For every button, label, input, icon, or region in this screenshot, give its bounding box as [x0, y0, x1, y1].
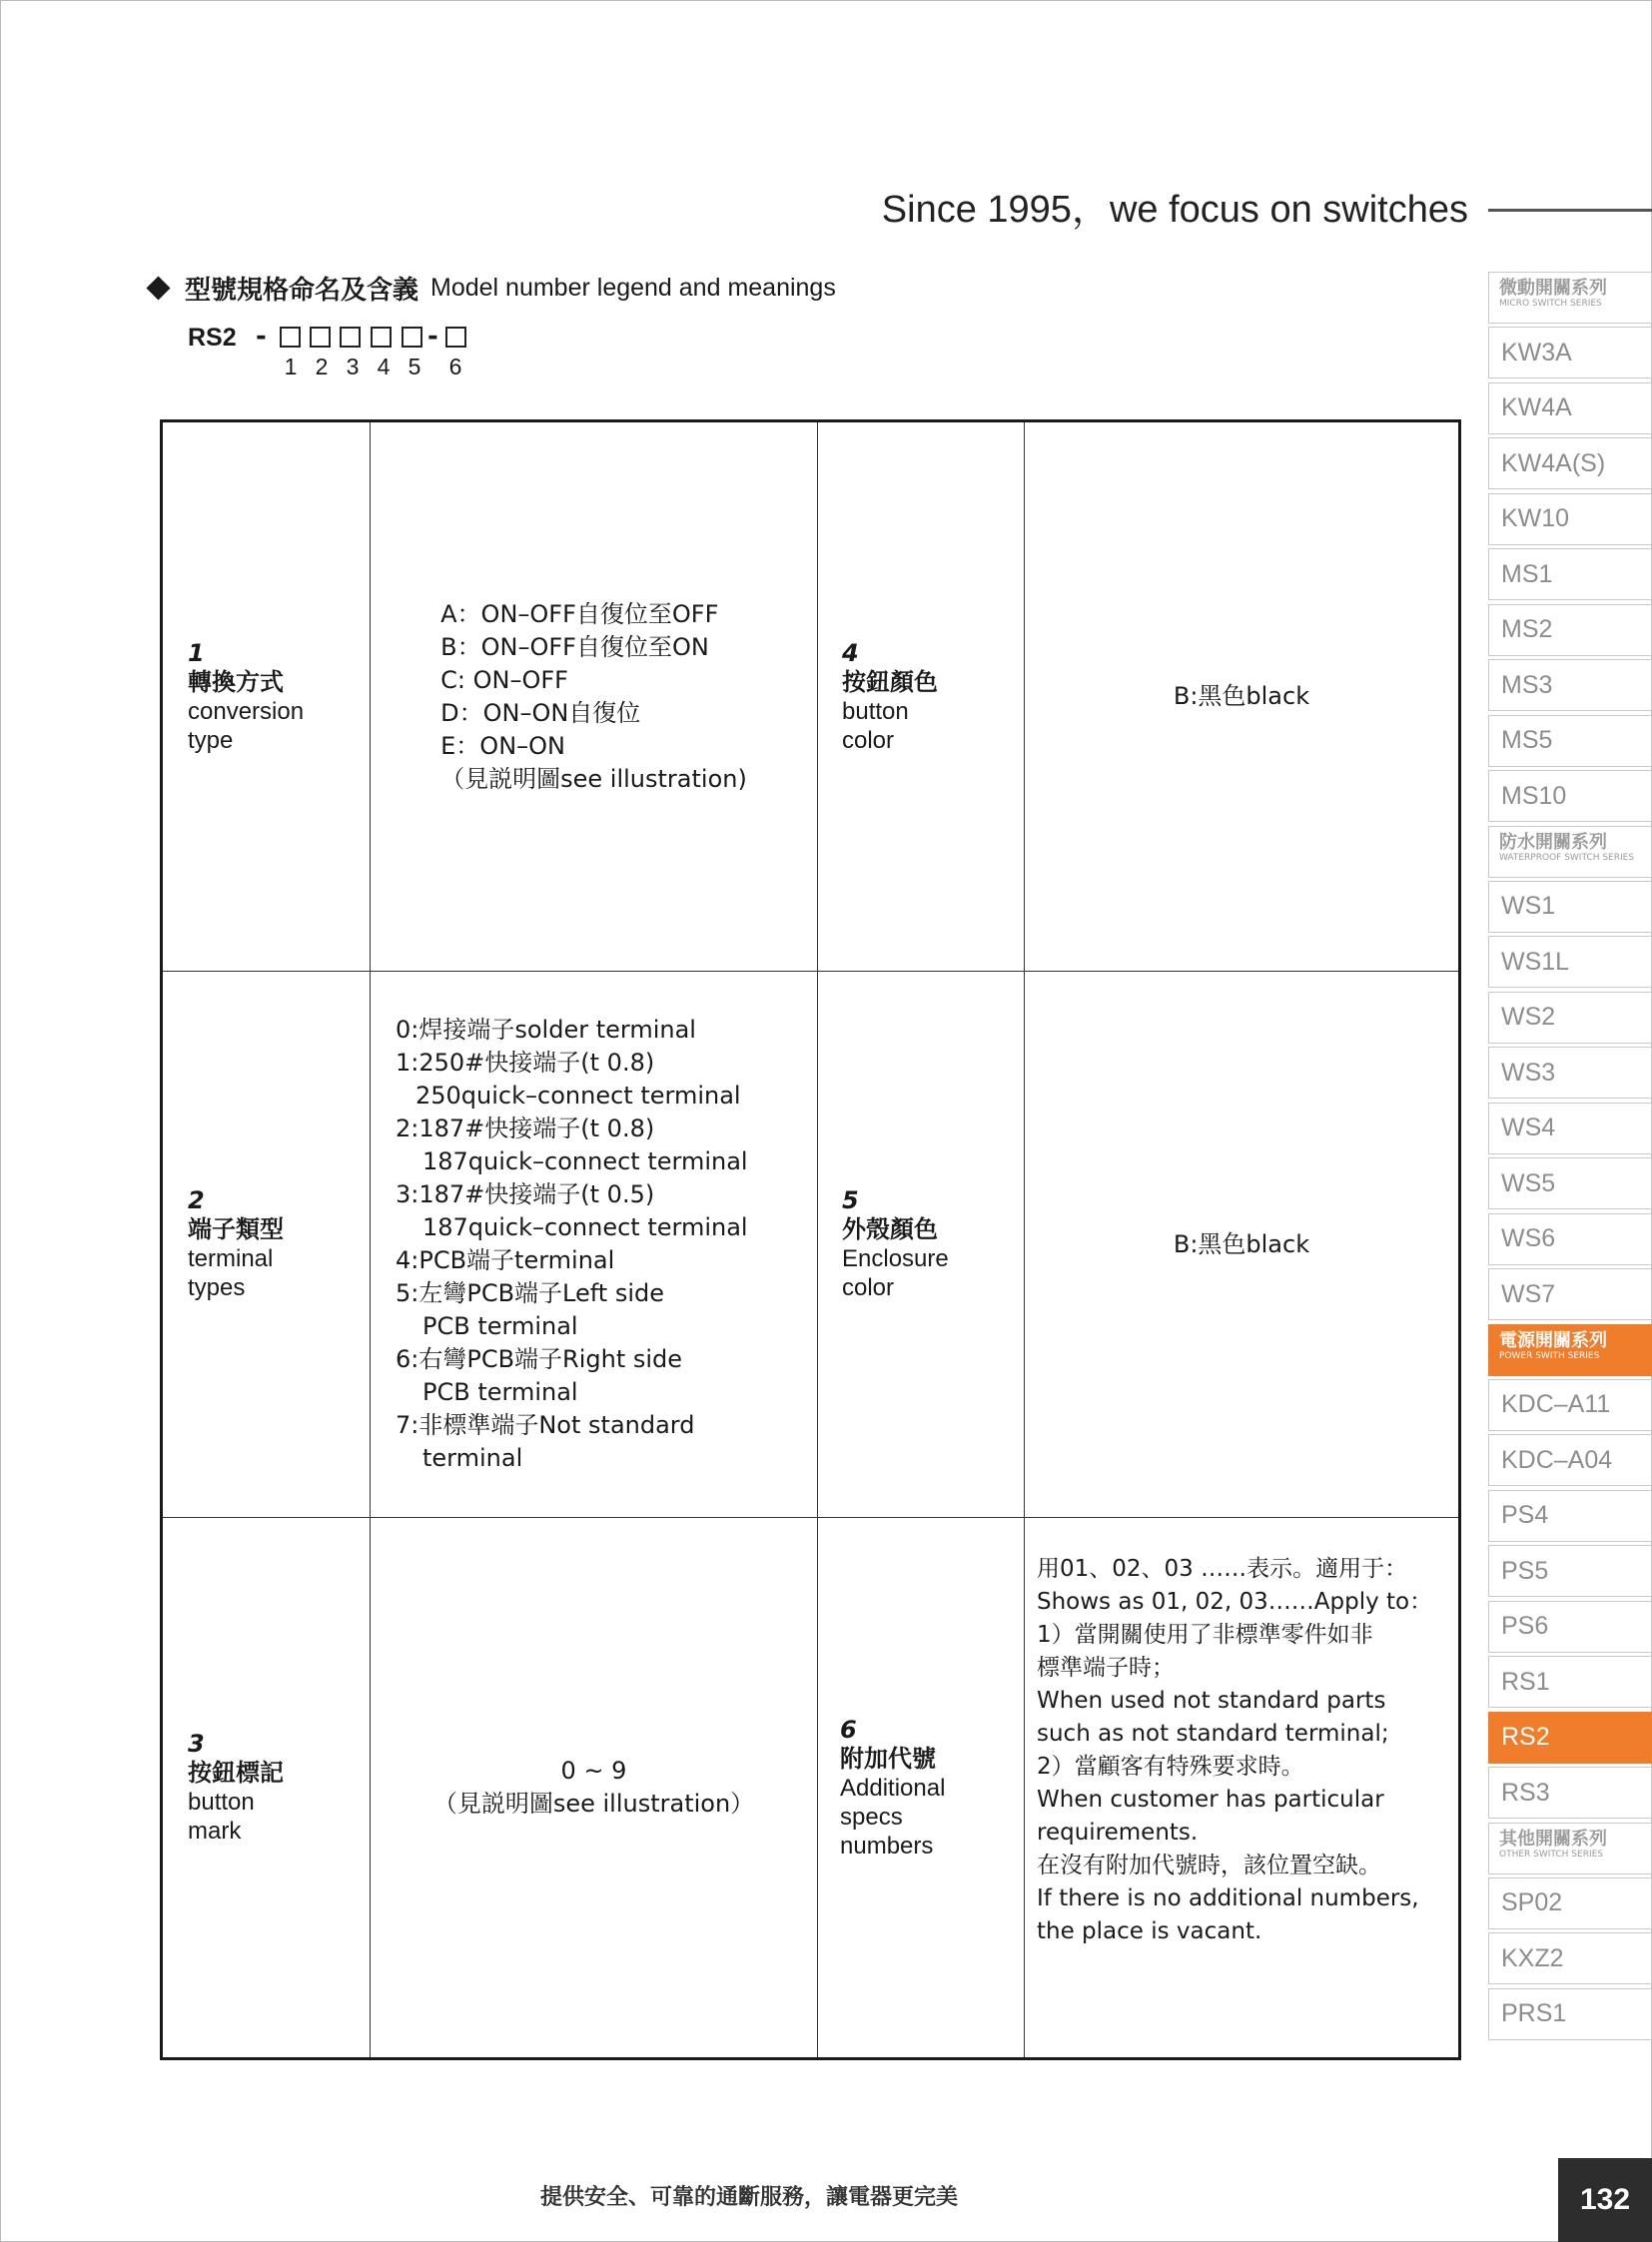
tagline-rule — [1488, 209, 1652, 212]
spec-label-zh: 外殼顏色 — [842, 1215, 938, 1243]
page-number: 132 — [1558, 2158, 1652, 2242]
spec-option: E：ON–ON — [440, 731, 565, 760]
spec-note-line: 用01、02、03 ……表示。適用于： — [1037, 1556, 1408, 1582]
spec-note-line: Shows as 01, 02, 03……Apply to： — [1037, 1589, 1433, 1615]
spec-note-line: If there is no additional numbers, — [1037, 1885, 1419, 1911]
spec-label-en: color — [842, 726, 895, 754]
sidebar-category-label-en: WATERPROOF SWITCH SERIES — [1499, 852, 1635, 863]
spec-value: B:黑色black — [1173, 1229, 1310, 1258]
spec-note-line: 1）當開關使用了非標準零件如非 — [1037, 1622, 1373, 1648]
sidebar-item-ms2[interactable]: MS2 — [1488, 604, 1652, 656]
code-position-number: 6 — [448, 354, 462, 379]
sidebar-item-ps4[interactable]: PS4 — [1488, 1490, 1652, 1542]
spec-note-line: such as not standard terminal; — [1037, 1721, 1389, 1747]
spec-value: B:黑色black — [1173, 682, 1310, 710]
sidebar-item-ws4[interactable]: WS4 — [1488, 1103, 1652, 1154]
spec-number: 3 — [188, 1730, 205, 1758]
code-box — [280, 327, 301, 348]
sidebar-item-ws5[interactable]: WS5 — [1488, 1157, 1652, 1209]
spec-option: 1:250#快接端子(t 0.8) — [396, 1049, 655, 1077]
sidebar-item-ps5[interactable]: PS5 — [1488, 1545, 1652, 1597]
spec-option: （見説明圖see illustration) — [440, 764, 747, 793]
footer-slogan: 提供安全、可靠的通斷服務，讓電器更完美 — [539, 2185, 958, 2210]
spec-label-en: specs — [840, 1803, 903, 1831]
spec-table — [160, 419, 1461, 2060]
sidebar-item-ws2[interactable]: WS2 — [1488, 992, 1652, 1044]
spec-label-en: color — [842, 1274, 895, 1301]
spec-value-additional-specs — [1037, 1553, 1461, 2052]
spec-note-line: requirements. — [1037, 1820, 1199, 1846]
spec-label-zh: 轉換方式 — [188, 667, 284, 696]
code-position-number: 2 — [315, 354, 329, 379]
code-box — [310, 327, 331, 348]
spec-label-en: numbers — [840, 1832, 934, 1860]
sidebar-category-label-en: MICRO SWITCH SERIES — [1499, 299, 1602, 309]
sidebar-category-waterproof-switch[interactable] — [1488, 826, 1652, 878]
spec-value-enclosure-color — [1025, 972, 1458, 1517]
spec-note-line: 在沒有附加代號時，該位置空缺。 — [1037, 1853, 1381, 1878]
spec-label-zh: 按鈕標記 — [188, 1759, 284, 1787]
code-position-number: 1 — [284, 354, 298, 379]
sidebar-category-label-zh: 防水開關系列 — [1499, 831, 1607, 853]
model-code-prefix: RS2 — [188, 324, 237, 352]
legend-title-zh: 型號規格命名及含義 — [185, 276, 419, 306]
spec-option: 7:非標準端子Not standard — [396, 1411, 695, 1439]
spec-option: 3:187#快接端子(t 0.5) — [396, 1180, 655, 1208]
spec-option: B：ON–OFF自復位至ON — [440, 632, 709, 661]
legend-title-en: Model number legend and meanings — [430, 274, 836, 302]
sidebar-category-micro-switch[interactable] — [1488, 272, 1652, 324]
code-box — [340, 327, 361, 348]
spec-option: 2:187#快接端子(t 0.8) — [396, 1115, 655, 1142]
spec-label-button-color — [842, 422, 1022, 971]
spec-label-en: type — [188, 726, 234, 754]
spec-option: 0:焊接端子solder terminal — [396, 1016, 696, 1044]
model-code-dash: - — [427, 322, 438, 352]
sidebar-item-kdc-a04[interactable]: KDC–A04 — [1488, 1434, 1652, 1486]
spec-label-additional-specs — [840, 1518, 1020, 2057]
sidebar-category-label-en: OTHER SWITCH SERIES — [1499, 1849, 1604, 1860]
spec-option: 0 ~ 9 — [560, 1757, 627, 1785]
code-position-number: 5 — [408, 354, 421, 379]
sidebar-item-rs2[interactable]: RS2 — [1488, 1712, 1652, 1764]
spec-label-en: conversion — [188, 697, 305, 725]
spec-option: PCB terminal — [422, 1312, 578, 1340]
spec-option: PCB terminal — [422, 1378, 578, 1406]
sidebar-item-kw4a-s[interactable]: KW4A(S) — [1488, 437, 1652, 489]
sidebar-item-ws6[interactable]: WS6 — [1488, 1213, 1652, 1265]
sidebar-item-ws1l[interactable]: WS1L — [1488, 936, 1652, 988]
sidebar-item-ms1[interactable]: MS1 — [1488, 548, 1652, 600]
sidebar-item-ms10[interactable]: MS10 — [1488, 770, 1652, 822]
code-position-number: 4 — [377, 354, 391, 379]
spec-number: 5 — [842, 1186, 859, 1214]
spec-label-en: mark — [188, 1818, 242, 1845]
spec-label-en: types — [188, 1274, 246, 1301]
spec-number: 4 — [842, 638, 859, 667]
spec-option: 187quick–connect terminal — [422, 1213, 748, 1241]
spec-note-line: the place is vacant. — [1037, 1918, 1262, 1944]
spec-options-conversion-type — [371, 422, 817, 971]
spec-option: 5:左彎PCB端子Left side — [396, 1279, 665, 1307]
spec-label-zh: 附加代號 — [840, 1744, 936, 1773]
code-box — [371, 327, 392, 348]
spec-label-en: terminal — [188, 1245, 274, 1272]
spec-note-line: 2）當顧客有特殊要求時。 — [1037, 1754, 1304, 1780]
sidebar-category-other-switch[interactable] — [1488, 1823, 1652, 1874]
spec-number: 2 — [188, 1186, 205, 1214]
spec-label-en: button — [842, 697, 909, 725]
spec-options-button-mark — [371, 1518, 817, 2057]
spec-option: （見説明圖see illustration） — [432, 1790, 755, 1818]
sidebar-item-prs1[interactable]: PRS1 — [1488, 1988, 1652, 2040]
sidebar-item-ms3[interactable]: MS3 — [1488, 659, 1652, 711]
spec-label-button-mark — [188, 1518, 368, 2057]
spec-label-zh: 按鈕顏色 — [842, 667, 938, 696]
tagline: Since 1995，we focus on switches — [881, 189, 1468, 231]
sidebar-category-label-zh: 其他開關系列 — [1499, 1828, 1607, 1850]
spec-label-en: Additional — [840, 1774, 946, 1802]
sidebar-item-kw4a[interactable]: KW4A — [1488, 382, 1652, 434]
spec-option: terminal — [422, 1444, 523, 1472]
spec-note-line: When used not standard parts — [1037, 1688, 1386, 1714]
spec-label-en: Enclosure — [842, 1245, 949, 1272]
spec-option: 187quick–connect terminal — [422, 1147, 748, 1175]
spec-option: 250quick–connect terminal — [415, 1082, 741, 1110]
spec-value-button-color — [1025, 422, 1458, 971]
spec-label-conversion-type — [188, 422, 368, 971]
sidebar-item-ws7[interactable]: WS7 — [1488, 1268, 1652, 1320]
spec-note-line: When customer has particular — [1037, 1787, 1384, 1813]
series-sidebar — [1488, 272, 1652, 2043]
sidebar-category-label-zh: 微動開關系列 — [1499, 278, 1607, 299]
table-divider — [817, 422, 818, 2057]
spec-number: 6 — [840, 1715, 857, 1744]
sidebar-category-label-en: POWER SWITH SERIES — [1499, 1350, 1600, 1361]
sidebar-category-power-switch[interactable] — [1488, 1324, 1652, 1376]
sidebar-item-sp02[interactable]: SP02 — [1488, 1877, 1652, 1929]
sidebar-category-label-zh: 電源開關系列 — [1499, 1329, 1607, 1351]
sidebar-item-ws1[interactable]: WS1 — [1488, 881, 1652, 933]
code-box — [445, 327, 466, 348]
sidebar-item-ms5[interactable]: MS5 — [1488, 715, 1652, 767]
spec-option: D：ON–ON自復位 — [440, 698, 641, 727]
spec-option: A：ON–OFF自復位至OFF — [440, 599, 719, 628]
code-position-number: 3 — [346, 354, 360, 379]
spec-label-en: button — [188, 1789, 255, 1816]
spec-label-terminal-types — [188, 972, 368, 1517]
spec-note-line: 標準端子時； — [1037, 1655, 1175, 1681]
sidebar-item-kxz2[interactable]: KXZ2 — [1488, 1932, 1652, 1984]
spec-option: 4:PCB端子terminal — [396, 1246, 615, 1274]
spec-option: 6:右彎PCB端子Right side — [396, 1345, 683, 1373]
spec-label-enclosure-color — [842, 972, 1022, 1517]
sidebar-item-kw10[interactable]: KW10 — [1488, 493, 1652, 545]
sidebar-item-rs3[interactable]: RS3 — [1488, 1767, 1652, 1819]
code-box — [402, 327, 422, 348]
diamond-bullet-icon — [146, 276, 170, 300]
spec-options-terminal-types — [396, 972, 815, 1517]
model-code-dash: - — [256, 322, 267, 352]
spec-option: C: ON–OFF — [440, 665, 568, 694]
spec-label-zh: 端子類型 — [188, 1215, 284, 1243]
sidebar-item-ws3[interactable]: WS3 — [1488, 1047, 1652, 1099]
sidebar-item-ps6[interactable]: PS6 — [1488, 1601, 1652, 1653]
sidebar-item-rs1[interactable]: RS1 — [1488, 1656, 1652, 1708]
legend-heading — [150, 270, 836, 307]
spec-number: 1 — [188, 638, 205, 667]
sidebar-item-kdc-a11[interactable]: KDC–A11 — [1488, 1379, 1652, 1431]
sidebar-item-kw3a[interactable]: KW3A — [1488, 327, 1652, 378]
